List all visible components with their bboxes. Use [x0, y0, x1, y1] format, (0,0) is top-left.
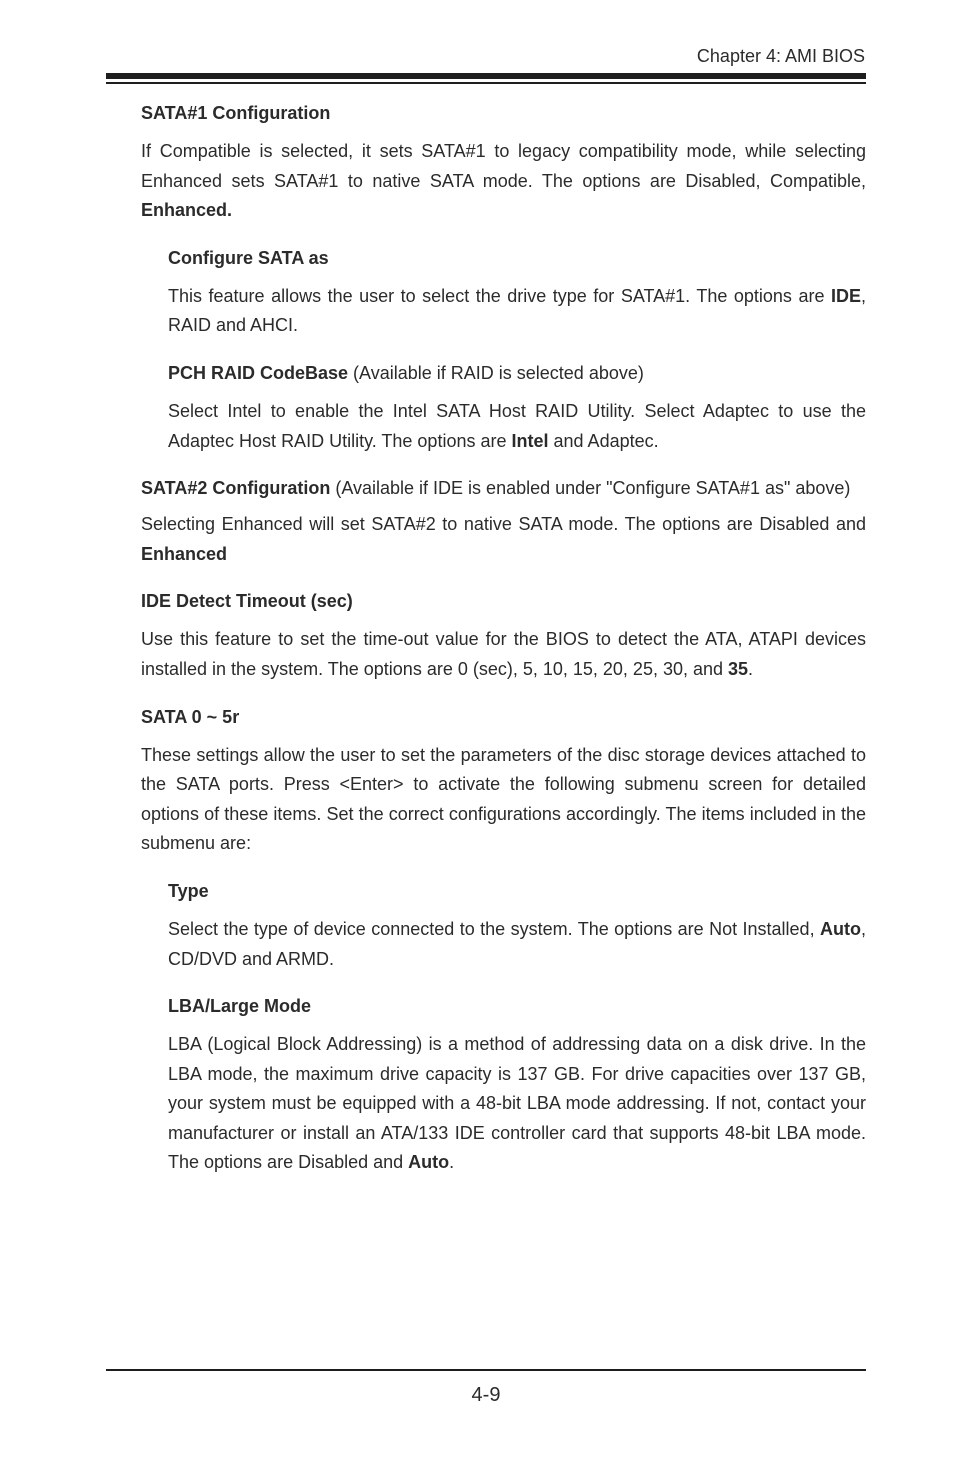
body-text: and Adaptec. — [548, 430, 659, 451]
section-body — [168, 397, 866, 456]
body-text: . — [449, 1152, 455, 1173]
body-text: , CD/DVD and ARMD. — [168, 918, 866, 969]
section-body — [168, 282, 866, 341]
section-heading — [168, 361, 866, 385]
section-ide-detect-timeout — [141, 589, 866, 684]
body-text: . — [748, 658, 754, 679]
page-content — [141, 101, 866, 1198]
default-option: IDE — [830, 285, 861, 306]
section-body — [168, 915, 866, 974]
section-sata1-configuration — [141, 101, 866, 226]
body-text: Selecting Enhanced will set SATA#2 to native SATA mode. The options are Disabled and — [141, 514, 866, 535]
section-body — [141, 137, 866, 226]
body-text: If Compatible is selected, it sets SATA#1 to legacy compatibility mode, while selecting Enhanced sets SATA#1 to native SATA mode. The options are Disabled, Compatible, — [141, 141, 866, 191]
heading-title: SATA#2 Configuration — [141, 478, 331, 499]
page-number: 4-9 — [471, 1384, 501, 1406]
body-text: Select Intel to enable the Intel SATA Host RAID Utility. Select Adaptec to use the Adaptec Host RAID Utility. The options are — [168, 400, 866, 451]
section-pch-raid-codebase — [168, 361, 866, 456]
default-option: 35 — [728, 658, 749, 679]
section-heading: Type — [168, 880, 209, 901]
body-text: LBA (Logical Block Addressing) is a method of addressing data on a disk drive. In the LBA mode, the maximum drive capacity is 137 GB. For drive capacities over 137 GB, your system must be equipped with a 48-bit LBA mode addressing. If not, contact your manufacturer or install an ATA/133 IDE controller card that supports 48-bit LBA mode. The options are Disabled and — [168, 1034, 866, 1173]
default-option: Enhanced. — [141, 200, 233, 221]
default-option: Auto — [820, 918, 861, 939]
running-header: Chapter 4: AMI BIOS — [696, 46, 865, 66]
section-heading: SATA#1 Configuration — [141, 103, 331, 123]
default-option: Auto — [408, 1152, 450, 1173]
section-heading: LBA/Large Mode — [168, 996, 312, 1017]
header-rule-thick — [106, 73, 866, 79]
section-type — [168, 879, 866, 974]
heading-title: PCH RAID CodeBase — [168, 362, 349, 383]
section-heading: IDE Detect Timeout (sec) — [141, 591, 353, 612]
section-heading: SATA 0 ~ 5r — [141, 706, 240, 727]
section-body: These settings allow the user to set the parameters of the disc storage devices attached to the SATA ports. Press <Enter> to activate the following submenu screen for detailed options of these items. Set the correct configurations accordingly. The items included in the submenu are: — [141, 744, 866, 854]
section-body — [141, 625, 866, 684]
body-text: Select the type of device connected to the system. The options are Not Installed, — [168, 918, 820, 939]
section-sata-ports — [141, 705, 866, 859]
section-heading: Configure SATA as — [168, 247, 329, 268]
section-sata2-configuration — [141, 476, 866, 569]
footer-rule — [106, 1369, 866, 1371]
section-lba-large-mode — [168, 994, 866, 1178]
section-heading — [141, 476, 866, 500]
body-text: This feature allows the user to select the drive type for SATA#1. The options are — [168, 285, 831, 306]
section-configure-sata-as — [168, 246, 866, 341]
heading-note: (Available if IDE is enabled under "Configure SATA#1 as" above) — [330, 478, 851, 499]
section-body — [168, 1030, 866, 1178]
body-text: , RAID and AHCI. — [168, 285, 866, 336]
default-option: Enhanced — [141, 543, 228, 564]
default-option: Intel — [511, 430, 549, 451]
body-text: Use this feature to set the time-out value for the BIOS to detect the ATA, ATAPI devices installed in the system. The options are 0 (sec), 5, 10, 15, 20, 25, 30, and — [141, 629, 866, 679]
header-rule-thin — [106, 82, 866, 84]
section-body — [141, 510, 866, 569]
heading-note: (Available if RAID is selected above) — [348, 362, 644, 383]
